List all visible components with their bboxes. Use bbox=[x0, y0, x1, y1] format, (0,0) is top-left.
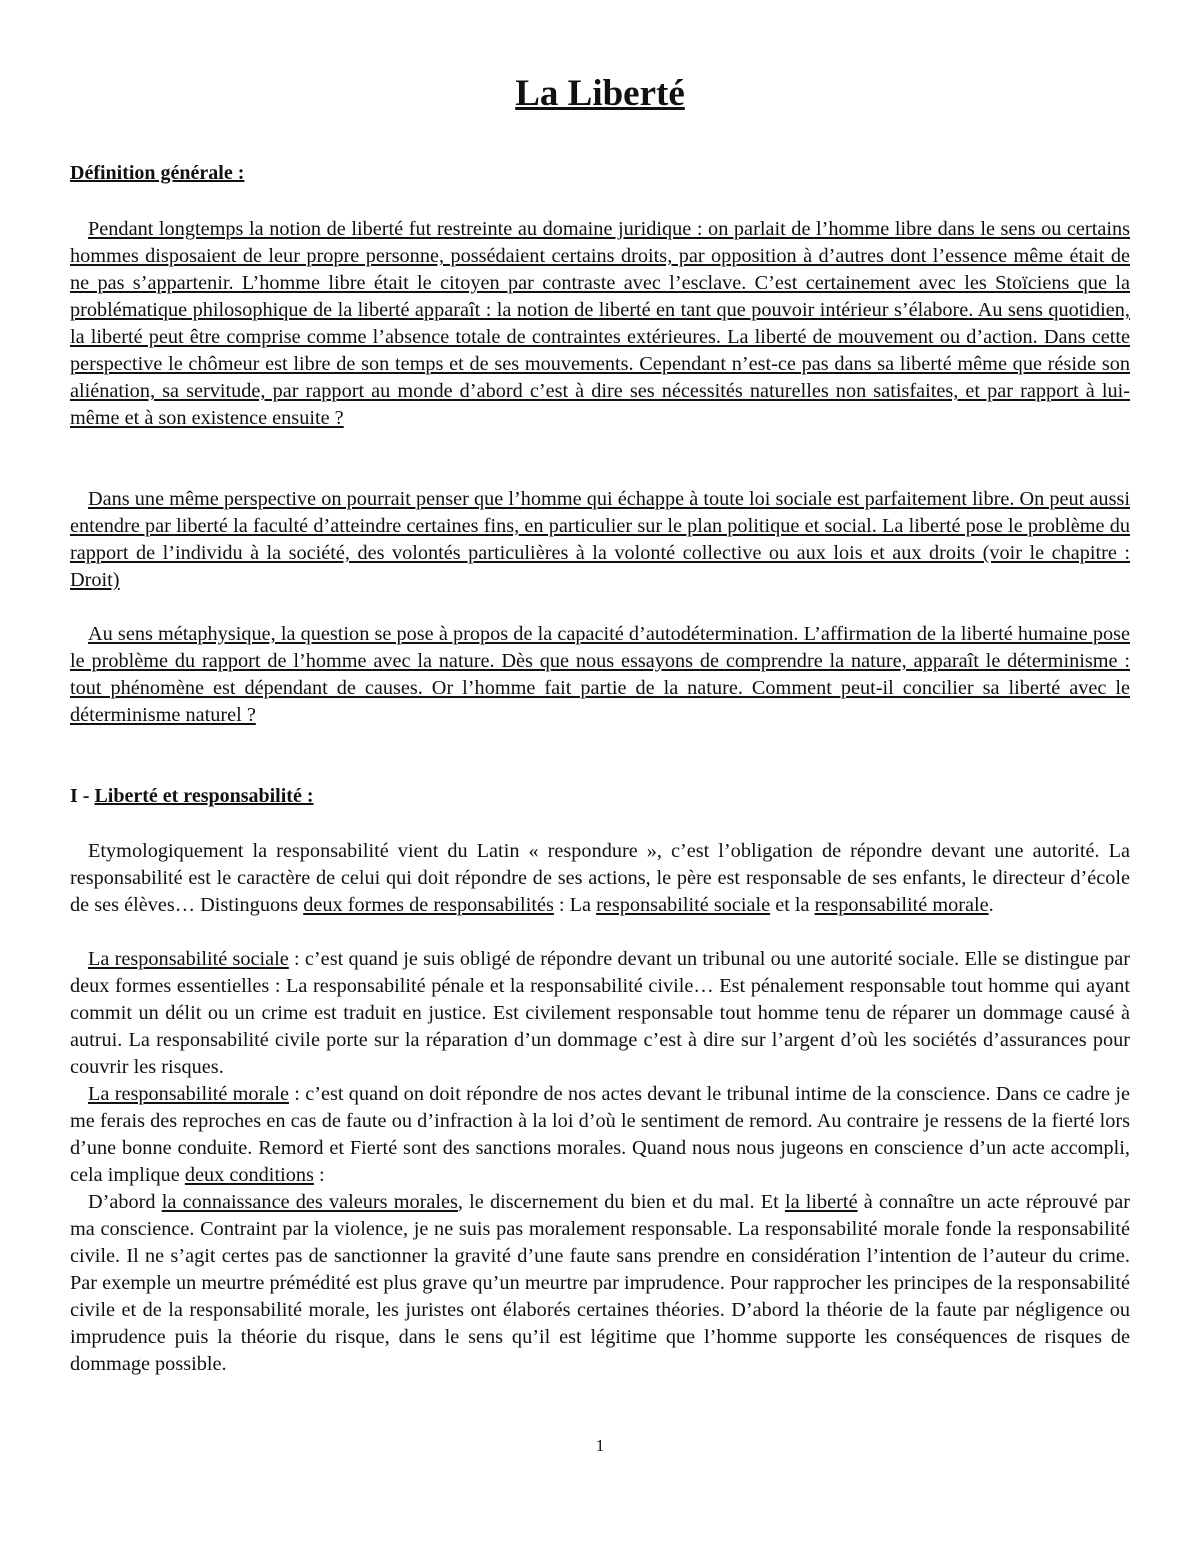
text-run: : c’est quand je suis obligé de répondre devant un tribunal ou une autorité sociale. Elle se distingue par deux formes essentielles : La responsabilité pénale et la responsabilité civile… Est pénalement responsable tout homme qui ayant commit un délit ou un crime est traduit en justice. Est civilement responsable tout homme tenu de réparer un dommage causé à autrui. La responsabilité civile porte sur la réparation d’un dommage c’est à dire sur l’argent d’où les sociétés d’assurances pour couvrir les risques. bbox=[70, 948, 1130, 1078]
underlined-run: deux conditions bbox=[184, 1164, 314, 1186]
section-1-paragraph-2 bbox=[70, 946, 1130, 1081]
text-run: , le discernement du bien et du mal. Et bbox=[457, 1191, 785, 1213]
underlined-run: La responsabilité sociale bbox=[88, 948, 289, 970]
text-run: : La bbox=[553, 894, 597, 916]
underlined-run: la liberté bbox=[784, 1191, 858, 1213]
section-1-heading bbox=[70, 785, 314, 808]
document-title: La Liberté bbox=[515, 73, 685, 114]
text-run: . bbox=[988, 894, 994, 916]
section-1-title: Liberté et responsabilité : bbox=[94, 785, 314, 807]
section-1-paragraph-3 bbox=[70, 1081, 1130, 1189]
intro-paragraph-3: Au sens métaphysique, la question se pose à propos de la capacité d’autodétermination. L’affirmation de la liberté humaine pose le problème du rapport de l’homme avec la nature. Dès que nous essayons de comprendre la nature, apparaît le déterminisme : tout phénomène est dépendant de causes. Or l’homme fait partie de la nature. Comment peut-il concilier sa liberté avec le déterminisme naturel ? bbox=[70, 623, 1130, 726]
underlined-run: responsabilité morale bbox=[814, 894, 989, 916]
intro-paragraph-1: Pendant longtemps la notion de liberté fut restreinte au domaine juridique : on parlait de l’homme libre dans le sens ou certains hommes disposaient de leur propre personne, possédaient certains droits, par opposition à d’autres dont l’essence même était de ne pas s’appartenir. L’homme libre était le citoyen par contraste avec l’esclave. C’est certainement avec les Stoïciens que la problématique philosophique de la liberté apparaît : la notion de liberté en tant que pouvoir intérieur s’élabore. Au sens quotidien, la liberté peut être comprise comme l’absence totale de contraintes extérieures. La liberté de mouvement ou d’action. Dans cette perspective le chômeur est libre de son temps et de ses mouvements. Cependant n’est-ce pas dans sa liberté même que réside son aliénation, sa servitude, par rapport au monde d’abord c’est à dire ses nécessités naturelles non satisfaites, et par rapport à lui-même et à son existence ensuite ? bbox=[70, 218, 1130, 429]
underlined-run: responsabilité sociale bbox=[596, 894, 771, 916]
text-run: D’abord bbox=[88, 1191, 162, 1213]
underlined-run: deux formes de responsabilités bbox=[303, 894, 554, 916]
section-1-paragraph-4 bbox=[70, 1189, 1130, 1378]
underlined-run: La responsabilité morale bbox=[88, 1083, 289, 1105]
page-number: 1 bbox=[595, 1436, 605, 1455]
text-run: et la bbox=[770, 894, 815, 916]
intro-paragraph-2: Dans une même perspective on pourrait penser que l’homme qui échappe à toute loi sociale est parfaitement libre. On peut aussi entendre par liberté la faculté d’atteindre certaines fins, en particulier sur le plan politique et social. La liberté pose le problème du rapport de l’individu à la société, des volontés particulières à la volonté collective ou aux lois et aux droits (voir le chapitre : Droit) bbox=[70, 488, 1130, 591]
text-run: à connaître un acte réprouvé par ma conscience. Contraint par la violence, je ne suis pas moralement responsable. La responsabilité morale fonde la responsabilité civile. Il ne s’agit certes pas de sanctionner la gravité d’une faute sans prendre en considération l’intention de l’auteur du crime. Par exemple un meurtre prémédité est plus grave qu’un meurtre par imprudence. Pour rapprocher les principes de la responsabilité civile et de la responsabilité morale, les juristes ont élaborés certaines théories. D’abord la théorie de la faute par négligence ou imprudence puis la théorie du risque, dans le sens qu’il est légitime que l’homme supporte les conséquences de risques de dommage possible. bbox=[70, 1191, 1130, 1375]
section-1-paragraph-1 bbox=[70, 838, 1130, 919]
definition-heading: Définition générale : bbox=[70, 162, 245, 184]
underlined-run: la connaissance des valeurs morales bbox=[161, 1191, 458, 1213]
text-run: : bbox=[313, 1164, 325, 1186]
text-run: Etymologiquement la responsabilité vient du Latin « respondure », c’est l’obligation de répondre devant une autorité. La responsabilité est le caractère de celui qui doit répondre de ses actions, le père est responsable de ses enfants, le directeur d’école de ses élèves… Distinguons bbox=[70, 840, 1130, 916]
section-1-number: I - bbox=[70, 785, 90, 807]
text-run: : c’est quand on doit répondre de nos actes devant le tribunal intime de la conscience. Dans ce cadre je me ferais des reproches en cas de faute ou d’infraction à la loi d’où le sentiment de remord. Au contraire je ressens de la fierté lors d’une bonne conduite. Remord et Fierté sont des sanctions morales. Quand nous nous jugeons en conscience d’un acte accompli, cela implique bbox=[70, 1083, 1130, 1186]
